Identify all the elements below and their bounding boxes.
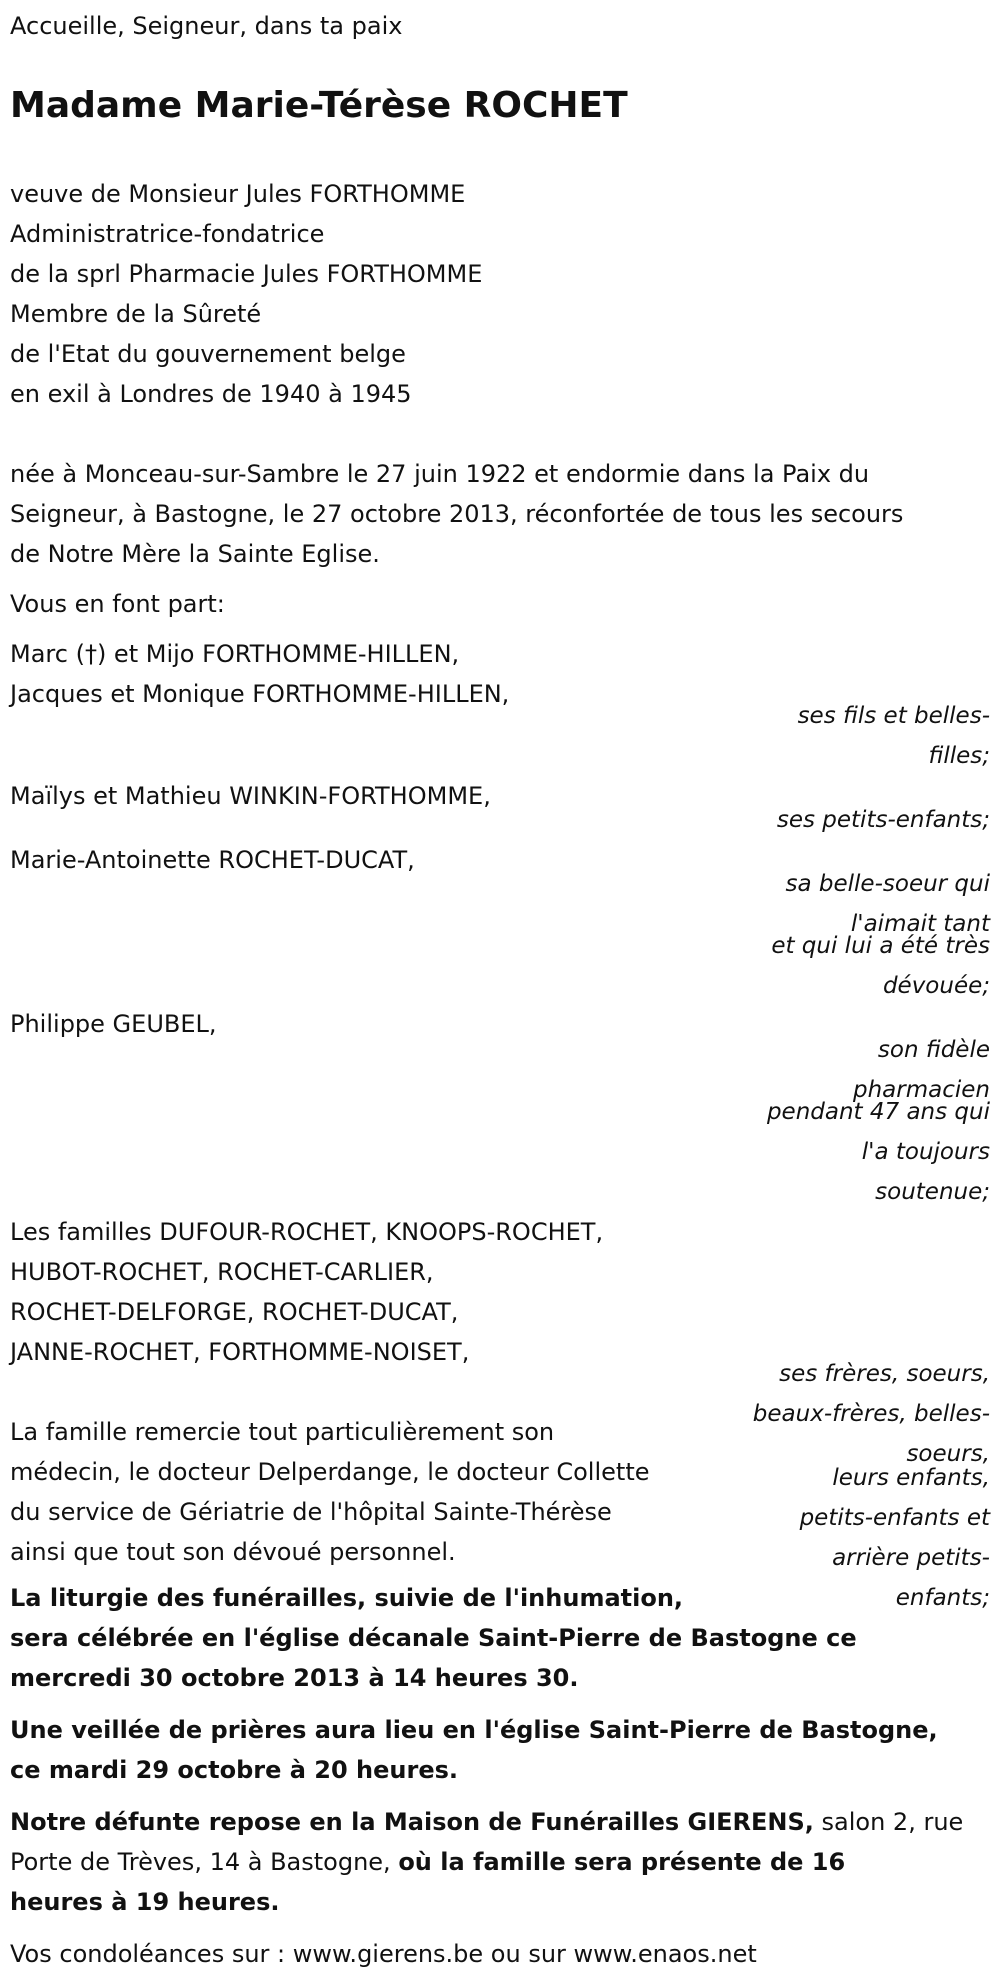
deceased-name: Madame Marie-Térèse ROCHET (10, 85, 628, 126)
biography-line: de l'Etat du gouvernement belge (10, 340, 406, 368)
pharmacist-line: Philippe GEUBEL, (10, 1010, 217, 1038)
families-line: HUBOT-ROCHET, ROCHET-CARLIER, (10, 1258, 434, 1286)
thanks-line: ainsi que tout son dévoué personnel. (10, 1538, 456, 1566)
family-sons-line: Marc (†) et Mijo FORTHOMME-HILLEN, (10, 640, 460, 668)
vigil-line: Une veillée de prières aura lieu en l'église Saint-Pierre de Bastogne, (10, 1716, 938, 1744)
vigil-line: ce mardi 29 octobre à 20 heures. (10, 1756, 459, 1784)
grandchildren-role: ses petits-enfants; (776, 807, 990, 833)
families-role: ses frères, soeurs, (779, 1361, 990, 1387)
prayer-line: Accueille, Seigneur, dans ta paix (10, 12, 403, 40)
pharmacist-role: son fidèle (877, 1037, 990, 1063)
thanks-line: La famille remercie tout particulièrement son (10, 1418, 555, 1446)
liturgy-line: La liturgie des funérailles, suivie de l'inhumation, (10, 1584, 684, 1612)
families-line: ROCHET-DELFORGE, ROCHET-DUCAT, (10, 1298, 459, 1326)
birth-death-line: Seigneur, à Bastogne, le 27 octobre 2013, réconfortée de tous les secours (10, 500, 904, 528)
thanks-line: du service de Gériatrie de l'hôpital Sainte-Thérèse (10, 1498, 612, 1526)
pharmacist-role: l'a toujours (861, 1139, 990, 1165)
families-line: Les familles DUFOUR-ROCHET, KNOOPS-ROCHET, (10, 1218, 604, 1246)
grandchildren-line: Maïlys et Mathieu WINKIN-FORTHOMME, (10, 782, 491, 810)
biography-line: Administratrice-fondatrice (10, 220, 325, 248)
rest-normal: salon 2, rue (813, 1808, 964, 1836)
thanks-line: médecin, le docteur Delperdange, le docteur Collette (10, 1458, 650, 1486)
biography-line: veuve de Monsieur Jules FORTHOMME (10, 180, 466, 208)
birth-death-line: née à Monceau-sur-Sambre le 27 juin 1922 et endormie dans la Paix du (10, 460, 870, 488)
families-role: beaux-frères, belles- (752, 1401, 990, 1427)
families-role: soeurs, (906, 1441, 990, 1467)
sister-in-law-role: sa belle-soeur qui (785, 871, 990, 897)
rest-normal: Porte de Trèves, 14 à Bastogne, (10, 1848, 399, 1876)
families-line: JANNE-ROCHET, FORTHOMME-NOISET, (10, 1338, 470, 1366)
rest-line (10, 1802, 963, 1842)
biography-line: en exil à Londres de 1940 à 1945 (10, 380, 412, 408)
rest-line (10, 1842, 845, 1882)
family-sons-line: Jacques et Monique FORTHOMME-HILLEN, (10, 680, 510, 708)
pharmacist-role: pendant 47 ans qui (766, 1099, 990, 1125)
families-role: leurs enfants, (832, 1465, 990, 1491)
rest-bold: Notre défunte repose en la Maison de Funérailles GIERENS, (10, 1808, 814, 1836)
biography-line: Membre de la Sûreté (10, 300, 262, 328)
sister-in-law-role: dévouée; (882, 973, 990, 999)
sister-in-law-role: l'aimait tant (850, 911, 990, 937)
pharmacist-role: soutenue; (875, 1179, 990, 1205)
pharmacist-role: pharmacien (853, 1077, 990, 1103)
biography-line: de la sprl Pharmacie Jules FORTHOMME (10, 260, 483, 288)
sons-role: filles; (928, 743, 990, 769)
families-role: enfants; (895, 1585, 990, 1611)
families-role: arrière petits- (832, 1545, 990, 1571)
families-role: petits-enfants et (799, 1505, 990, 1531)
rest-line: heures à 19 heures. (10, 1888, 280, 1916)
sons-role: ses fils et belles- (797, 703, 990, 729)
condolences-line: Vos condoléances sur : www.gierens.be ou sur www.enaos.net (10, 1940, 757, 1968)
liturgy-line: sera célébrée en l'église décanale Saint-Pierre de Bastogne ce (10, 1624, 857, 1652)
announce-line: Vous en font part: (10, 590, 225, 618)
sister-in-law-line: Marie-Antoinette ROCHET-DUCAT, (10, 846, 415, 874)
liturgy-line: mercredi 30 octobre 2013 à 14 heures 30. (10, 1664, 579, 1692)
rest-bold: où la famille sera présente de 16 (398, 1848, 846, 1876)
sister-in-law-role: et qui lui a été très (771, 933, 990, 959)
birth-death-line: de Notre Mère la Sainte Eglise. (10, 540, 380, 568)
